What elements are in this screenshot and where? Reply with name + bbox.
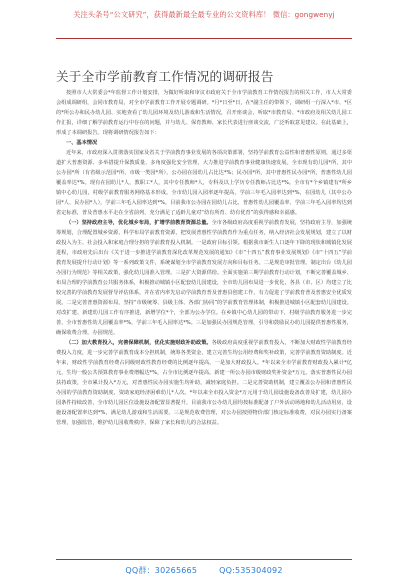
top-divider: [56, 38, 352, 39]
promo-banner-text: 关注头条号“公文研究”，获得最新最全最专业的公文资料库！ 微信：gongwenyj: [73, 10, 335, 19]
footer-contact: [0, 562, 408, 578]
promo-banner: [0, 0, 408, 30]
bottom-divider: [56, 559, 352, 560]
section-paragraph: 近年来，市政府深入贯彻落实国家及省关于学前教育事业发展的各项决策部署，坚持学前教育公益性和普惠性原则，通过多渠道扩大普惠资源、多举措提升保教质量、多角度强化安全管理，大力推进学前教育事业健康快速发展。全市现有幼儿园*所，其中公办园*所（有省级示范园*所、市级一类园*所），公办园在园幼儿占比达*%；民办园*所，其中普惠性民办园*所，普惠性幼儿园覆盖率达*%。现有在园幼儿*人，教职工*人，其中专任教师*人，专科及以上学历专任教师占比达*%。全市有*个乡镇建有*所乡镇中心幼儿园，村级学前教育服务网络基本形成。全市幼儿园入园率逐年提高，学前三年毛入园率达到*%，在园幼儿（其中公办园*人、民办园*人），学前三年毛入园率达到*%。目前我市公办园在园幼儿占比、普惠性幼儿园覆盖率、学前三年毛入园率均达到省定标准，普及普惠水平走在全省前列，充分满足了适龄儿童对“幼有所育、幼有优育”的获得感和幸福感。: [56, 150, 352, 216]
subsection-1: [56, 218, 352, 338]
footer-qq: QQ:535304092: [219, 565, 283, 575]
subsection-2: [56, 338, 352, 428]
subsection-1-text: 全市各级政府高度重视学前教育发展，坚持政府主导，加强统筹规划，合理配置城乡资源，科学布局学前教育资源，把发展普惠性学前教育作为重点任务，纳入经济社会发展规划，建立了以财政投入为主、社会投入和家庭合理分担的学前教育投入机制。一是政府目标引领。根据我市新生人口逐年下降的现状和城镇化发展进程，市政府先后出台《关于进一步推进学前教育深化改革规范发展的通知》《市“十四五”教育事业发展规划》《市“十四五”学前教育发展提升行动计划》等一系列政策文件，系统谋划全市学前教育发展方向和目标任务。二是规范审批管理。制定出台《幼儿园办园行为规范》等相关政策，强化幼儿园准入管理。三是扩大资源供给。全面实施第三期学前教育行动计划，不断完善覆盖城乡、布局合理的学前教育公共服务体系，积极推动城镇小区配套幼儿园建设，全市幼儿园布局进一步优化，各县（市、区）均建立了比较完善的学前教育发展督导评估体系，并在省内率先启动学前教育普及普惠县创建工作，有力促进了学前教育普及普惠安全优质发展。二是完善普惠资源布局，坚持“市级统筹、县级主体、各部门协同”的学前教育管理体制，积极推进城镇小区配套幼儿园建设。对改扩建、新建幼儿园工作有序推进，新增学位*个，全部为公办学位。在乡镇中心幼儿园的带动下，村级学前教育服务进一步完善，全市普惠性幼儿园覆盖率*%，学前三年毛入园率达*%。三是加强民办园规范管理，引导和鼓励民办幼儿园提供普惠性服务，确保收费合理，办园规范。: [56, 220, 352, 336]
document-body: [56, 88, 352, 556]
subsection-1-heading: （一）坚持政府主导，优化城乡布局，扩增学前教育资源总量。: [66, 220, 212, 226]
subsection-2-text: 各级政府高度重视学前教育投入，不断加大财政性学前教育经费投入力度，进一步完善学前教育成本分担机制，统筹各类资金，建立完善生均公用经费和奖补政策，完善学前教育资助制度。近年来，财政性学前教育经费占同级财政性教育经费的比例逐年提高。一是加大财政投入。*年以来全市学前教育财政投入累计*亿元，生均一般公共预算教育事业费增幅达*%，占全市比例逐年提高。新建一所公办园市级财政奖补资金*万元。落实普惠性民办园扶持政策，全市累计投入*万元，对普惠性民办园实施生均补助，减轻家庭负担。二是完善资助机制，建立覆盖公办园和普惠性民办园的学前教育资助制度，资助家庭经济困难幼儿*人次。*年以来全市投入资金*万元用于幼儿园设施设备改善及扩建，幼儿园办园条件持续改善，全市幼儿园区位设施设备配置显著提升。目前我市公办幼儿园均按标准配备了户外活动场地和幼儿活动用房，设施设备配置率达到*%，满足幼儿游戏和生活需要。三是规范收费管理，对公办园按照物价部门核定标准收费，对民办园实行备案管理，加强监管，维护幼儿园收费秩序，保障了家长和幼儿的合法权益。: [56, 340, 352, 426]
subsection-2-heading: （二）加大教育投入，完善保障机制，优化实施财政补助政策。: [66, 340, 212, 346]
intro-paragraph: 按照市人大常委会*年监督工作计划安排，为做好听取和审议市政府关于全市学前教育工作情况报告的相关工作，市人大常委会组成调研组，会同市教育局，对全市学前教育工作开展专题调研。*月*日至*日，在*副主任的带领下，调研组一行深入*市、*区的*所公办和民办幼儿园、实地查看了幼儿园环境及幼儿游戏和生活情况，召开座谈会，听取*市教育局、*市政府及相关幼儿园工作汇报，详细了解学前教育运行中存在的问题，并与幼儿、保育教师、家长代表进行座谈交流，广泛听取意见建议。在此基础上，形成了本调研报告。现将调研情况报告如下：: [56, 90, 352, 136]
document-title: 关于全市学前教育工作情况的调研报告: [56, 69, 274, 84]
section-heading-basic-situation: 一、基本情况: [66, 140, 98, 146]
footer-qq-group: QQ群：30265665: [125, 565, 198, 575]
